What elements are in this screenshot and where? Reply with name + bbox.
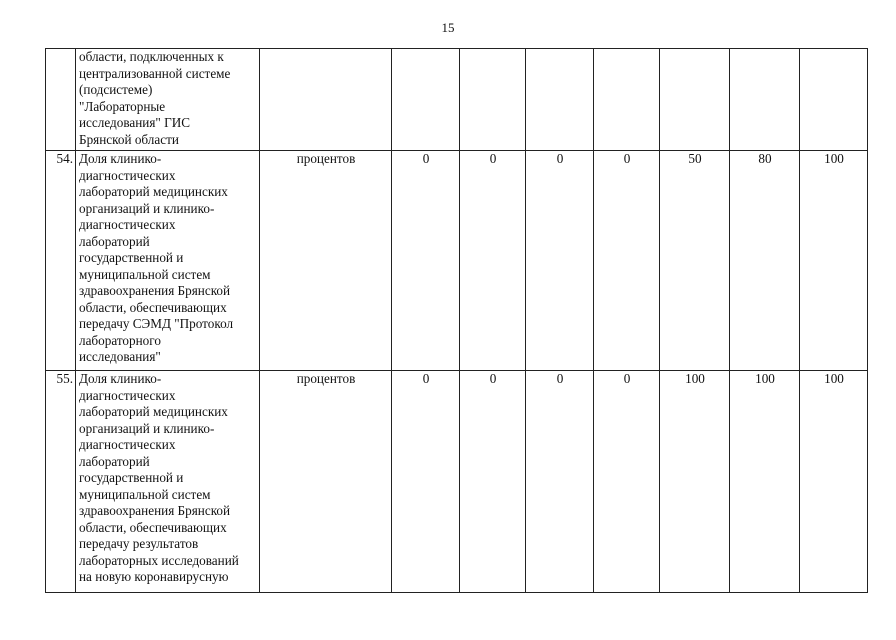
value-cell — [800, 49, 868, 151]
unit-cell: процентов — [260, 151, 392, 371]
table-row — [46, 49, 868, 151]
unit-cell: процентов — [260, 371, 392, 593]
indicator-table — [45, 48, 868, 593]
row-number: 54. — [46, 151, 76, 371]
page-number: 15 — [441, 20, 455, 35]
value-cell — [460, 49, 526, 151]
indicator-name: Доля клинико- диагностических лабораторий медицинских организаций и клинико- диагностических лабораторий государственной и муниципальной систем здравоохранения Брянской области, обеспечивающих передачу СЭМД "Протокол лабораторного исследования" — [76, 151, 260, 371]
value-cell: 100 — [730, 371, 800, 593]
value-cell: 0 — [460, 371, 526, 593]
value-cell: 80 — [730, 151, 800, 371]
indicator-name: Доля клинико- диагностических лабораторий медицинских организаций и клинико- диагностических лабораторий государственной и муниципальной систем здравоохранения Брянской области, обеспечивающих передачу результатов лабораторных исследований на новую коронавирусную — [76, 371, 260, 593]
value-cell: 100 — [800, 151, 868, 371]
value-cell: 0 — [594, 151, 660, 371]
table-row — [46, 151, 868, 371]
row-number — [46, 49, 76, 151]
value-cell — [392, 49, 460, 151]
value-cell: 100 — [660, 371, 730, 593]
value-cell: 0 — [526, 371, 594, 593]
value-cell — [660, 49, 730, 151]
value-cell: 0 — [526, 151, 594, 371]
value-cell — [594, 49, 660, 151]
value-cell: 50 — [660, 151, 730, 371]
value-cell — [526, 49, 594, 151]
value-cell — [730, 49, 800, 151]
value-cell: 0 — [594, 371, 660, 593]
value-cell: 0 — [392, 151, 460, 371]
table-row — [46, 371, 868, 593]
row-number: 55. — [46, 371, 76, 593]
indicator-name: области, подключенных к централизованной системе (подсистеме) "Лабораторные исследования" ГИС Брянской области — [76, 49, 260, 151]
unit-cell — [260, 49, 392, 151]
value-cell: 100 — [800, 371, 868, 593]
value-cell: 0 — [460, 151, 526, 371]
value-cell: 0 — [392, 371, 460, 593]
